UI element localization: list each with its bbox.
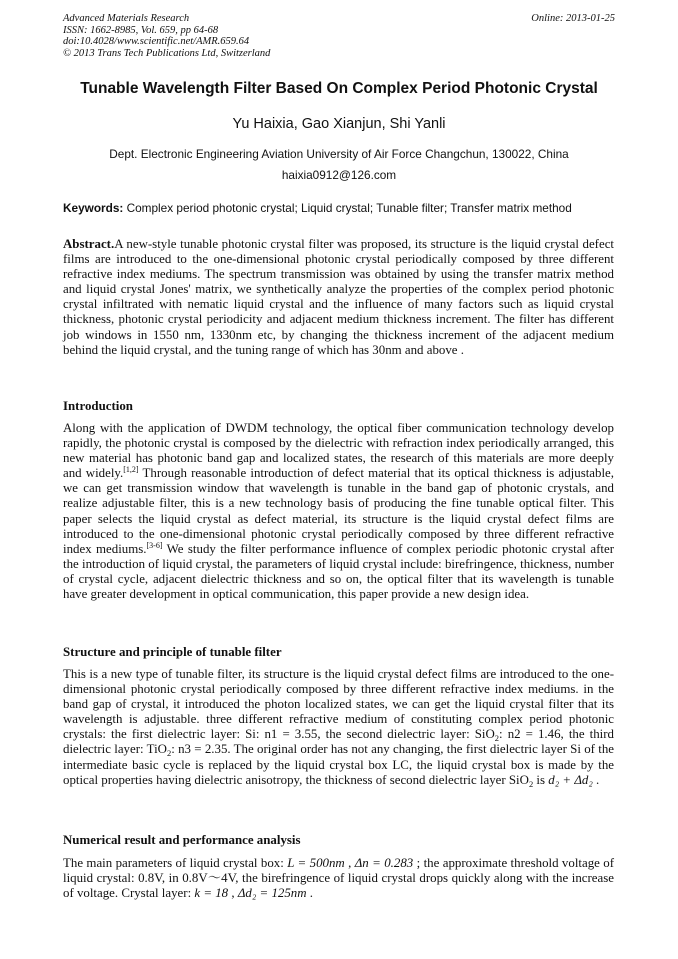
subscript: 2 [528,778,534,789]
keywords-label: Keywords: [63,201,124,215]
formula-delta-n: Δn = 0.283 [354,856,414,870]
structure-text-1: This is a new type of tunable filter, its structure is the liquid crystal defect films are introduced to the one-dimensional photonic crystal periodically composed by three different refractive index mediums. in the band gap of crystal, it introduced the photon localized states, we can get the liquid crystal filter that its wavelength is adjustable. three different refractive medium of constituting complex period photonic crystals: the first dielectric layer: Si: n1 = 3.55, the second dielectric layer: SiO [63,667,614,742]
structure-text-5: . [592,772,600,787]
numerical-text-1: The main parameters of liquid crystal box: [63,856,288,870]
structure-text-4: is [533,772,549,787]
abstract-text: A new-style tunable photonic crystal filter was proposed, its structure is the liquid crystal defect films are introduced to the one-dimensional photonic crystal periodically composed by three different refractive index mediums. The spectrum transmission was obtained by using the transfer matrix method and liquid crystal Jones' matrix, we synthetically analyze the properties of the complex period photonic crystal infiltrated with nematic liquid crystal and the influence of many factors such as liquid crystal thickness, photonic crystal periodicity and adjacent medium thickness increment. The filter has different job windows in 1550 nm, 1330nm etc, by changing the thickness increment of the adjacent medium behind the liquid crystal, and the tuning range of which has 30nm and above . [63,237,614,357]
journal-name: Advanced Materials Research [63,13,190,24]
subscript: 2 [494,733,500,744]
intro-text-3: We study the filter performance influence of complex periodic photonic crystal after the introduction of liquid crystal, the parameters of liquid crystal include: birefringence, thickness, number of crystal cycle, adjacent dielectric thickness and so on, the optical filter that its wavelength is tunable have greater development in optical communication, this paper provide a new design idea. [63,541,614,602]
keywords-text: Complex period photonic crystal; Liquid crystal; Tunable filter; Transfer matrix method [123,201,572,215]
abstract-paragraph [63,237,614,358]
formula-L: L = 500nm [287,856,345,870]
online-date: Online: 2013-01-25 [531,13,615,24]
numerical-text-2: , [344,856,355,870]
intro-text-1: Along with the application of DWDM technology, the optical fiber communication technology develop rapidly, the photonic crystal is composed by the dielectric with refraction index periodically arranged, this new material has photonic band gap and localized states, the research of this materials are more deeply and widely. [63,421,614,481]
issn-line: ISSN: 1662-8985, Vol. 659, pp 64-68 [63,24,219,36]
numerical-paragraph [63,856,614,901]
introduction-paragraph [63,421,614,602]
structure-text-2: : n2 = 1.46, the third dielectric layer: TiO [63,727,614,757]
formula-k: k = 18 [194,886,229,901]
author-list: Yu Haixia, Gao Xianjun, Shi Yanli [232,116,446,132]
author-email[interactable]: haixia0912@126.com [281,168,397,182]
copyright-line: © 2013 Trans Tech Publications Ltd, Switzerland [63,47,271,59]
subscript: 2 [166,748,172,759]
journal-header [63,13,270,59]
citation-ref[interactable]: [3-6] [146,540,163,550]
numerical-text-4: , [228,886,238,901]
numerical-heading: Numerical result and performance analysis [63,833,301,847]
intro-text-2: Through reasonable introduction of defect material that its optical thickness is adjustable, we can get transmission window that wavelength is tunable in the band gap of photonic crystals, and realize adjustable filter, this is a new technology basis of producing the fine tunable optical filter. This paper selects the liquid crystal as defect material, its structure is the liquid crystal defect films are introduced to the one-dimensional photonic crystal periodically composed by three different refractive index mediums. [63,466,614,556]
keywords [63,201,623,215]
thickness-formula: d₂ + Δd₂ [548,772,593,787]
numerical-text-3: ; the approximate threshold voltage of liquid crystal: 0.8V, in 0.8V～4V, the birefringence of liquid crystal drops quickly along with the increase of voltage. Crystal layer: [63,856,614,901]
structure-paragraph [63,667,614,788]
paper-title: Tunable Wavelength Filter Based On Complex Period Photonic Crystal [80,80,598,97]
numerical-text-5: . [306,886,313,901]
introduction-heading: Introduction [63,399,133,413]
citation-ref[interactable]: [1,2] [123,465,139,475]
abstract-label: Abstract. [63,237,115,251]
structure-heading: Structure and principle of tunable filter [63,645,282,659]
doi-line[interactable]: doi:10.4028/www.scientific.net/AMR.659.64 [63,36,250,47]
affiliation: Dept. Electronic Engineering Aviation University of Air Force Changchun, 130022, China [109,147,569,161]
formula-delta-d2: Δd₂ = 125nm [237,886,307,901]
structure-text-3: : n3 = 2.35. The original order has not any changing, the first dielectric layer Si of the intermediate basic cycle is replaced by the liquid crystal box LC, the liquid crystal box is made by the optical properties having dielectric anisotropy, the thickness of second dielectric layer SiO [63,742,614,787]
